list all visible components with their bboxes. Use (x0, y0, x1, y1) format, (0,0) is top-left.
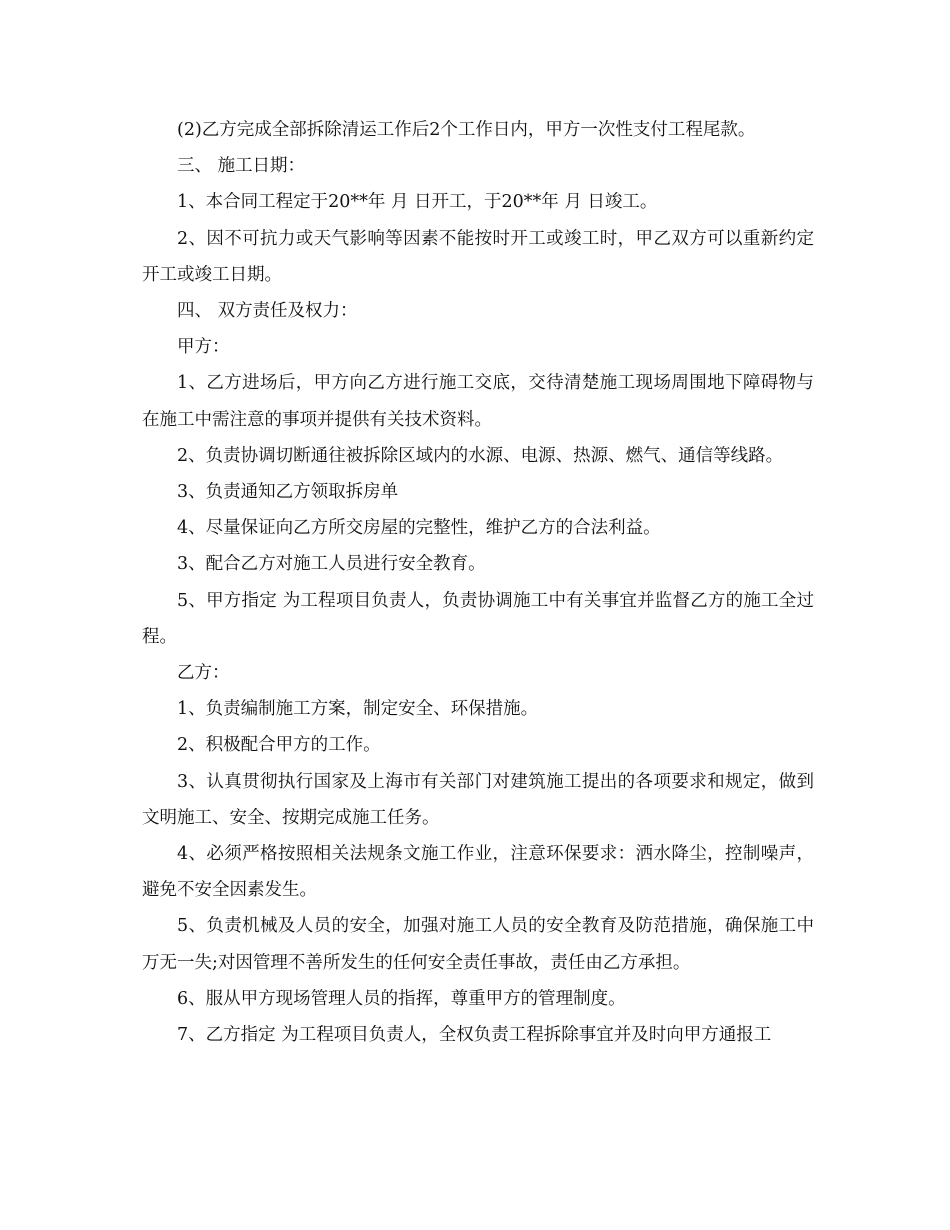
party-b-item-7: 7、乙方指定 为工程项目负责人，全权负责工程拆除事宜并及时向甲方通报工 (177, 1025, 772, 1046)
party-b-item-2: 2、积极配合甲方的工作。 (177, 735, 381, 756)
paragraph-start-completion-date: 1、本合同工程定于20**年 月 日开工，于20**年 月 日竣工。 (177, 192, 658, 213)
party-a-item-2: 2、负责协调切断通往被拆除区域内的水源、电源、热源、燃气、通信等线路。 (177, 445, 784, 466)
party-a-item-1: 1、乙方进场后，甲方向乙方进行施工交底，交待清楚施工现场周围地下障碍物与在施工中需注意的事项并提供有关技术资料。 (142, 373, 814, 430)
party-a-item-4: 4、尽量保证向乙方所交房屋的完整性，维护乙方的合法利益。 (177, 518, 661, 539)
paragraph-force-majeure: 2、因不可抗力或天气影响等因素不能按时开工或竣工时，甲乙双方可以重新约定开工或竣工日期。 (142, 228, 814, 285)
paragraph-final-payment: (2)乙方完成全部拆除清运工作后2个工作日内，甲方一次性支付工程尾款。 (177, 120, 756, 140)
section-heading-construction-date: 三、 施工日期： (177, 156, 306, 177)
party-a-item-5: 5、甲方指定 为工程项目负责人，负责协调施工中有关事宜并监督乙方的施工全过程。 (142, 590, 814, 647)
document-body (142, 112, 814, 1053)
party-b-item-3: 3、认真贯彻执行国家及上海市有关部门对建筑施工提出的各项要求和规定，做到文明施工、安全、按期完成施工任务。 (142, 771, 814, 828)
party-a-heading: 甲方： (177, 337, 230, 358)
party-b-heading: 乙方： (177, 663, 230, 684)
section-heading-responsibilities: 四、 双方责任及权力： (177, 301, 358, 322)
party-a-item-3: 3、负责通知乙方领取拆房单 (177, 482, 399, 503)
party-b-item-5: 5、负责机械及人员的安全，加强对施工人员的安全教育及防范措施，确保施工中万无一失;对因管理不善所发生的任何安全责任事故，责任由乙方承担。 (142, 916, 814, 973)
party-b-item-1: 1、负责编制施工方案，制定安全、环保措施。 (177, 699, 539, 720)
party-b-item-6: 6、服从甲方现场管理人员的指挥，尊重甲方的管理制度。 (177, 988, 626, 1009)
party-a-item-3b: 3、配合乙方对施工人员进行安全教育。 (177, 554, 486, 575)
party-b-item-4: 4、必须严格按照相关法规条文施工作业，注意环保要求：洒水降尘，控制噪声，避免不安全因素发生。 (142, 844, 814, 901)
